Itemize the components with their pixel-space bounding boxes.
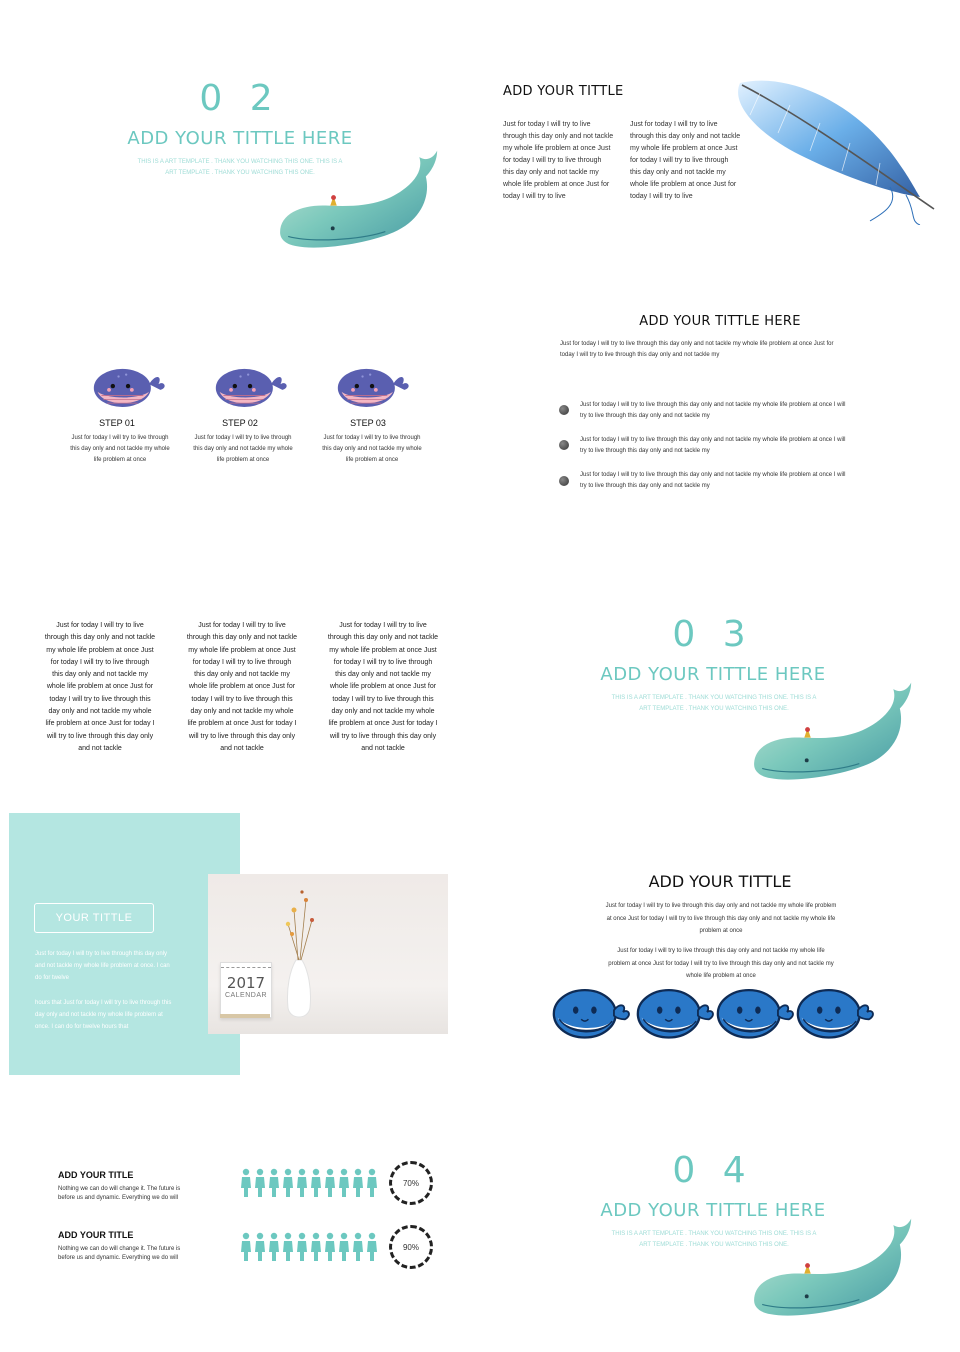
text-line: this day only and not tackle my [194,671,290,679]
blue-whale-icon [636,982,718,1042]
bullet-text [580,470,890,492]
body-text [566,900,876,938]
slide-title: ADD YOUR TITTLE HERE [639,314,801,329]
text-line: my whole life problem at once Just [46,646,154,654]
person-icon [268,1232,280,1262]
people-icon-row [240,1168,378,1198]
text-line: through this day only and not tackle [327,634,439,642]
percent-circle: 90% [389,1225,433,1269]
bullet-text [580,400,890,422]
text-line: life problem at once [93,457,147,463]
row-title: ADD YOUR TITLE [58,1230,134,1240]
text-line: today I will try to live through this [49,695,151,703]
calendar-label: CALENDAR [224,992,268,999]
text-line: my whole life problem at once Just [503,145,611,152]
step-title: STEP 03 [350,418,386,428]
text-line: through this day only and not tackle [44,634,156,642]
purple-whale-icon [334,362,412,412]
purple-whale-icon [90,362,168,412]
text-line: life problem at once [345,457,399,463]
text-column [181,620,303,755]
text-line: Just for today I will try to live [56,622,144,629]
text-column [503,119,623,203]
blue-whale-icon [552,982,634,1042]
bullet-dot-icon [559,440,569,450]
text-line: whole life problem at once Just for [46,683,154,691]
feather-illustration [720,75,942,225]
text-line: Nothing we can do will change it. The future is [58,1246,181,1252]
text-line: Just for today I will try to live through this day only and not tackle my whole life problem at once Just for [560,341,834,347]
text-line: for today I will try to live through [192,658,292,666]
text-line: today I will try to live through this day only and not tackle my [560,352,720,358]
subtitle-line: ART TEMPLATE . THANK YOU WATCHING THIS ONE. [165,170,315,176]
text-line: my whole life problem at once Just [630,145,738,152]
text-line: this day only and not tackle my [335,671,431,679]
text-line: Just for today I will try to live through this day only and not tackle my whole life problem [605,903,837,909]
text-line: whole life problem at once Just for [630,181,737,188]
text-line: day only and not tackle my whole [331,708,435,716]
text-line: problem at once Just for today I will try to live through this day only and not tackle my [608,960,834,967]
calendar-stand [220,1014,270,1018]
person-icon [324,1232,336,1262]
calendar-vase-photo [208,874,448,1034]
section-number: 0 3 [672,614,754,655]
step-title: STEP 02 [222,418,258,428]
text-line: Just for today I will try to live through this day only and not tackle my whole life [617,948,825,954]
text-line: Just for today I will try to live through this day only and not tackle my whole life problem at once I will [580,402,846,408]
section-number: 0 2 [199,78,281,119]
blue-whale-icon [796,982,878,1042]
text-line: and not tackle [78,744,122,752]
text-line: Just for today I will try to live through this day only and not tackle my whole life problem at once I will [580,472,846,478]
person-icon [352,1168,364,1198]
text-column [39,620,161,755]
text-line: this day only and not tackle my [503,169,599,176]
text-line: once. I can do for twelve hours that [35,1024,129,1030]
panel-text [35,948,195,984]
vase-with-flowers [276,880,326,1020]
text-line: for today I will try to live through [630,157,729,164]
person-icon [366,1232,378,1262]
text-line: Just for today I will try to live [503,121,591,128]
step-text [317,433,427,466]
subtitle-line: ART TEMPLATE . THANK YOU WATCHING THIS ONE. [639,706,789,712]
subtitle-line: THIS IS A ART TEMPLATE . THANK YOU WATCHING THIS ONE. THIS IS A [137,159,343,165]
person-icon [310,1168,322,1198]
watercolor-whale-illustration [272,140,442,260]
section-title: ADD YOUR TITTLE HERE [127,128,353,149]
text-line: life problem at once Just for today I [328,720,438,728]
text-line: life problem at once [216,457,270,463]
text-line: whole life problem at once Just for [188,683,296,691]
row-text [58,1245,208,1263]
person-icon [282,1232,294,1262]
text-line: day only and not tackle my whole [190,708,294,716]
text-line: Just for today I will try to live [630,121,718,128]
text-line: through this day only and not tackle [630,133,741,140]
text-line: today I will try to live through this [191,695,293,703]
text-line: whole life problem at once [686,973,756,979]
section-title: ADD YOUR TITTLE HERE [600,1200,826,1221]
intro-text [560,339,880,361]
text-line: day only and not tackle my whole life problem at [35,1012,163,1018]
text-line: whole life problem at once Just for [503,181,610,188]
text-line: and not tackle [220,744,264,752]
person-icon [296,1168,308,1198]
text-line: for today I will try to live through [50,658,150,666]
purple-whale-icon [212,362,290,412]
blue-whale-icon [716,982,798,1042]
text-column [322,620,444,755]
calendar-year: 2017 [226,974,266,992]
watercolor-whale-illustration [746,1206,916,1330]
text-line: do for twelve [35,975,70,981]
text-line: problem at once [699,928,743,934]
person-icon [254,1232,266,1262]
text-line: Just for today I will try to live through [71,435,169,441]
person-icon [310,1232,322,1262]
text-line: this day only and not tackle my whole [193,446,293,452]
person-icon [240,1168,252,1198]
text-line: for today I will try to live through [333,658,433,666]
step-text [65,433,175,466]
text-line: life problem at once Just for today I [187,720,297,728]
person-icon [338,1232,350,1262]
text-line: this day only and not tackle my whole [70,446,170,452]
text-line: day only and not tackle my whole [48,708,152,716]
person-icon [352,1232,364,1262]
teal-panel [9,813,240,1075]
text-line: try to live through this day only and not tackle my [580,483,710,489]
person-icon [366,1168,378,1198]
text-line: Just for today I will try to live through this day only [35,951,168,957]
text-line: will try to live through this day only [188,732,296,740]
bullet-dot-icon [559,476,569,486]
text-line: Just for today I will try to live [339,622,427,629]
person-icon [338,1168,350,1198]
section-number: 0 4 [672,1150,754,1191]
person-icon [282,1168,294,1198]
your-title-button[interactable]: YOUR TITTLE [34,903,154,933]
person-icon [254,1168,266,1198]
text-line: hours that Just for today I will try to live through this [35,1000,172,1006]
text-line: through this day only and not tackle [503,133,614,140]
text-line: through this day only and not tackle [186,634,298,642]
step-title: STEP 01 [99,418,135,428]
slide-title: ADD YOUR TITTLE [648,872,792,891]
subtitle-line: ART TEMPLATE . THANK YOU WATCHING THIS ONE. [639,1242,789,1248]
text-line: this day only and not tackle my [52,671,148,679]
text-line: today I will try to live [503,193,566,200]
text-line: Just for today I will try to live through [323,435,421,441]
percent-circle: 70% [389,1161,433,1205]
text-line: at once Just for today I will try to live through this day only and not tackle my whole life [606,915,836,922]
panel-text [35,997,195,1033]
text-line: Just for today I will try to live through [194,435,292,441]
text-line: Just for today I will try to live [198,622,286,629]
bullet-dot-icon [559,405,569,415]
text-line: try to live through this day only and not tackle my [580,448,710,454]
desk-calendar [220,962,272,1018]
slide-title: ADD YOUR TITTLE [503,84,624,99]
subtitle-line: THIS IS A ART TEMPLATE . THANK YOU WATCHING THIS ONE. THIS IS A [611,1231,817,1237]
text-line: before us and dynamic. Everything we do will [58,1255,179,1261]
subtitle-line: THIS IS A ART TEMPLATE . THANK YOU WATCHING THIS ONE. THIS IS A [611,695,817,701]
text-line: and not tackle [361,744,405,752]
text-line: try to live through this day only and not tackle my [580,413,710,419]
text-line: this day only and not tackle my whole [322,446,422,452]
text-line: life problem at once Just for today I [45,720,155,728]
text-line: my whole life problem at once Just [329,646,437,654]
people-icon-row [240,1232,378,1262]
person-icon [268,1168,280,1198]
step-text [188,433,298,466]
section-title: ADD YOUR TITTLE HERE [600,664,826,685]
body-text [566,945,876,983]
text-line: this day only and not tackle my [630,169,726,176]
row-title: ADD YOUR TITLE [58,1170,134,1180]
text-line: today I will try to live [630,193,693,200]
text-line: will try to live through this day only [329,732,437,740]
row-text [58,1185,208,1203]
text-line: Nothing we can do will change it. The future is [58,1186,181,1192]
text-line: whole life problem at once Just for [329,683,437,691]
text-line: and not tackle my whole life problem at once. I can [35,963,170,969]
text-line: Just for today I will try to live through this day only and not tackle my whole life problem at once I will [580,437,846,443]
person-icon [296,1232,308,1262]
text-line: today I will try to live through this [332,695,434,703]
person-icon [240,1232,252,1262]
text-line: before us and dynamic. Everything we do will [58,1195,179,1201]
text-line: will try to live through this day only [46,732,154,740]
watercolor-whale-illustration [746,672,916,792]
text-line: for today I will try to live through [503,157,602,164]
text-line: my whole life problem at once Just [188,646,296,654]
person-icon [324,1168,336,1198]
bullet-text [580,435,890,457]
